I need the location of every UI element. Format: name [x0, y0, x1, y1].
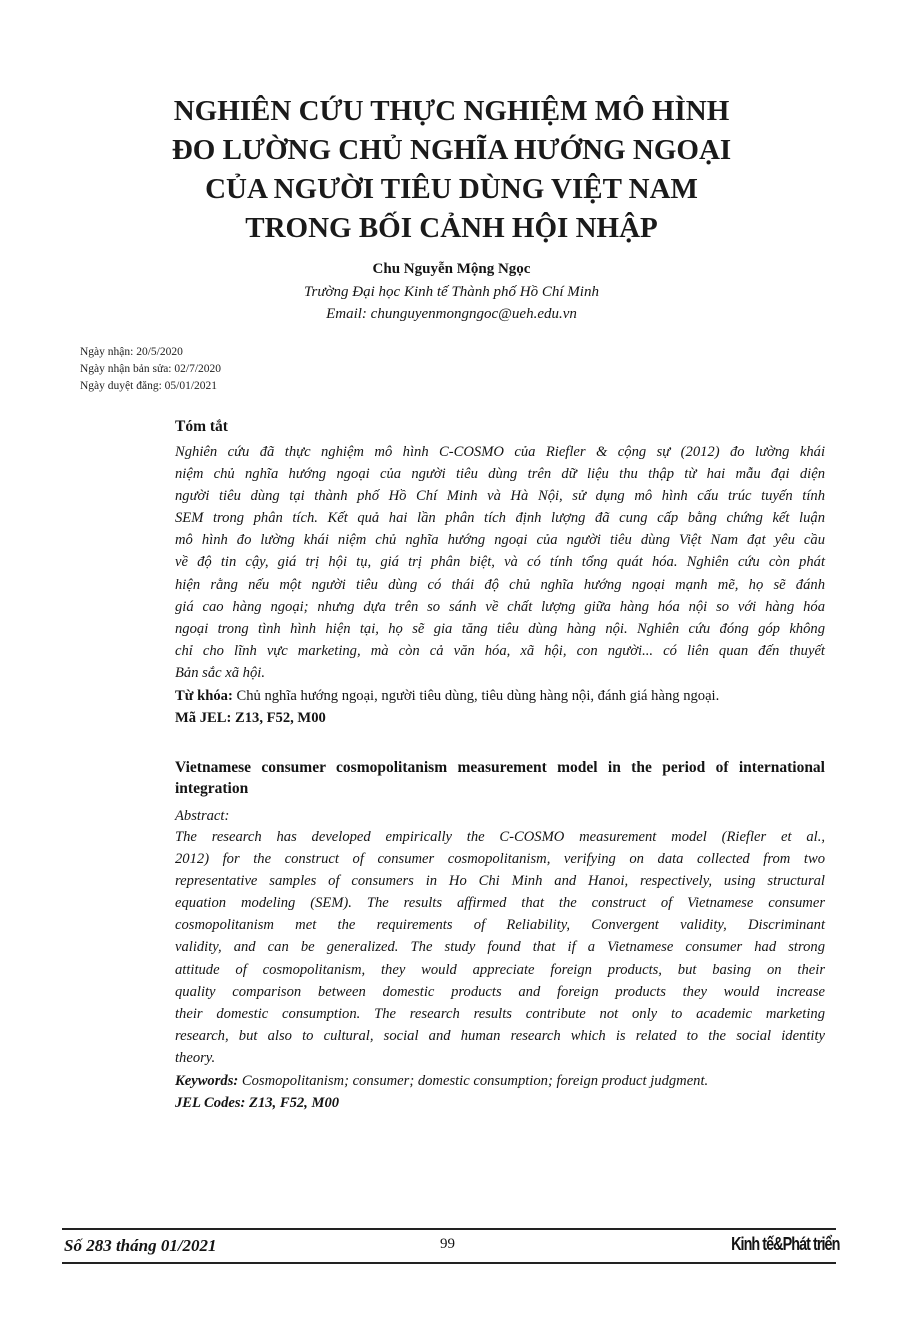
abstract-line: their domestic consumption. The research results contribute not only to academic marketing: [175, 1005, 825, 1022]
en-abstract-body: [175, 826, 825, 1069]
submission-dates: [80, 344, 221, 395]
page-number: 99: [440, 1236, 455, 1252]
en-abstract-heading: Abstract:: [175, 808, 230, 824]
date-received: Ngày nhận: 20/5/2020: [80, 346, 183, 358]
date-accepted: Ngày duyệt đăng: 05/01/2021: [80, 380, 218, 392]
abstract-line: equation modeling (SEM). The results affirmed that the construct of Vietnamese consumer: [175, 895, 825, 912]
abstract-line: chỉ cho lĩnh vực marketing, mà còn cả văn hóa, xã hội, con người... có liên quan đến thuyết: [175, 642, 825, 659]
vi-keywords: [175, 685, 825, 707]
abstract-line: ngoại trong tình hình hiện tại, họ sẽ gia tăng tiêu dùng hàng nội. Nghiên cứu đóng góp không: [175, 620, 825, 637]
abstract-line: representative samples of consumers in Ho Chi Minh and Hanoi, respectively, using structural: [175, 873, 825, 890]
abstract-line: Bản sắc xã hội.: [175, 664, 265, 681]
title-line: NGHIÊN CỨU THỰC NGHIỆM MÔ HÌNH: [173, 95, 730, 127]
abstract-line: SEM trong phân tích. Kết quả hai lần phân tích định lượng đã cung cấp bằng chứng kết luận: [175, 510, 825, 527]
paper-title: [0, 92, 903, 248]
abstract-line: The research has developed empirically the C-COSMO measurement model (Riefler et al.,: [175, 829, 825, 845]
vi-abstract-body: [175, 441, 825, 684]
en-title: Vietnamese consumer cosmopolitanism measurement model in the period of international integration: [175, 759, 825, 797]
abstract-line: hiện rằng nếu một người tiêu dùng có thái độ chủ nghĩa hướng ngoại mạnh mẽ, họ sẽ đánh: [175, 576, 825, 593]
abstract-line: người tiêu dùng tại thành phố Hồ Chí Minh và Hà Nội, sử dụng mô hình cấu trúc tuyến tính: [175, 488, 825, 505]
footer-rule-top: [62, 1228, 836, 1230]
title-line: TRONG BỐI CẢNH HỘI NHẬP: [245, 212, 658, 244]
footer-rule-bottom: [62, 1262, 836, 1264]
vi-jel-codes: Mã JEL: Z13, F52, M00: [175, 710, 326, 726]
abstract-line: giá cao hàng ngoại; nhưng dựa trên so sánh về chất lượng giữa hàng hóa nội so với hàng hóa: [175, 598, 825, 615]
abstract-line: niệm chủ nghĩa hướng ngoại của người tiêu dùng trên dữ liệu thu thập từ hai mẫu đại diện: [175, 466, 825, 483]
vi-abstract-heading: Tóm tắt: [175, 418, 228, 435]
en-keywords: [175, 1070, 825, 1092]
date-revised: Ngày nhận bản sửa: 02/7/2020: [80, 363, 222, 375]
abstract-line: mô hình đo lường khái niệm chủ nghĩa hướng ngoại của người tiêu dùng Việt Nam đạt yêu cầu: [175, 532, 825, 549]
abstract-line: về độ tin cậy, giá trị hội tụ, giá trị phân biệt, và có tính tổng quát hóa. Nghiên cứu còn phát: [175, 554, 825, 571]
abstract-line: Nghiên cứu đã thực nghiệm mô hình C-COSMO của Riefler & cộng sự (2012) đo lường khái: [175, 444, 825, 460]
vi-keywords-text: Chủ nghĩa hướng ngoại, người tiêu dùng, tiêu dùng hàng nội, đánh giá hàng ngoại.: [232, 688, 720, 704]
en-jel-codes: JEL Codes: Z13, F52, M00: [175, 1095, 340, 1111]
abstract-line: 2012) for the construct of consumer cosmopolitanism, verifying on data collected from two: [175, 851, 825, 868]
journal-logo: Kinh tế&Phát triển: [730, 1234, 839, 1254]
author-name: Chu Nguyễn Mộng Ngọc: [372, 261, 531, 277]
abstract-line: attitude of cosmopolitanism, they would appreciate foreign products, but basing on their: [175, 961, 825, 978]
abstract-line: validity, and can be generalized. The study found that if a Vietnamese consumer had strong: [175, 939, 825, 956]
author-affiliation: Trường Đại học Kinh tế Thành phố Hồ Chí Minh: [304, 284, 599, 300]
abstract-line: cosmopolitanism met the requirements of Reliability, Convergent validity, Discriminant: [175, 917, 825, 934]
abstract-line: quality comparison between domestic products and foreign products they would increase: [175, 983, 825, 1000]
author-email: Email: chunguyenmongngoc@ueh.edu.vn: [326, 306, 577, 322]
en-keywords-text: Cosmopolitanism; consumer; domestic consumption; foreign product judgment.: [238, 1073, 709, 1089]
issue-label: Số 283 tháng 01/2021: [64, 1236, 217, 1255]
abstract-line: research, but also to cultural, social and human research which is related to the social identity: [175, 1027, 825, 1044]
title-line: CỦA NGƯỜI TIÊU DÙNG VIỆT NAM: [205, 173, 698, 205]
title-line: ĐO LƯỜNG CHỦ NGHĨA HƯỚNG NGOẠI: [171, 134, 732, 166]
vi-keywords-label: Từ khóa:: [175, 688, 233, 704]
abstract-line: theory.: [175, 1049, 216, 1066]
en-keywords-label: Keywords:: [175, 1073, 239, 1089]
